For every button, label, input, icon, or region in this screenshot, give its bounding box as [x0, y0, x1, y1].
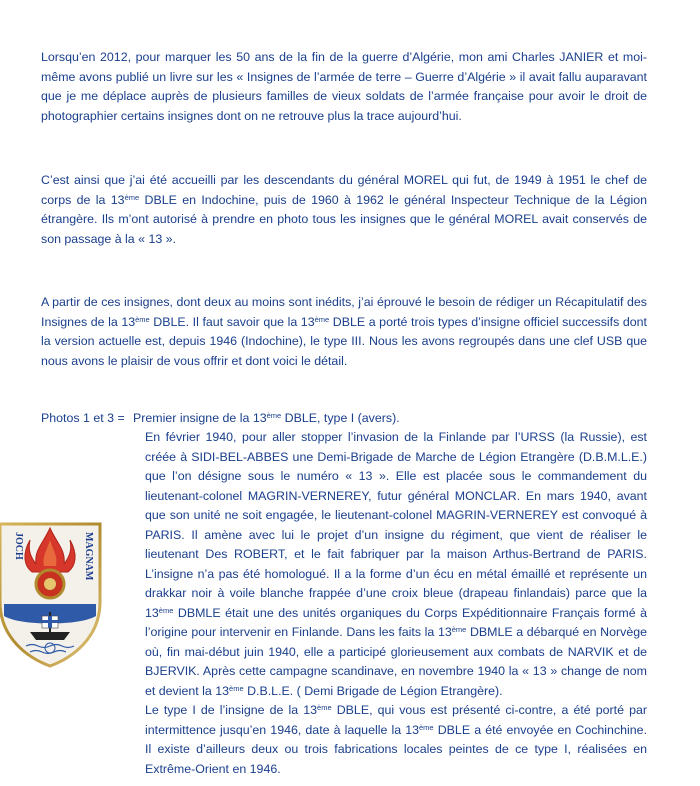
right-letters [83, 532, 94, 581]
ordinal-sup: ème [451, 625, 467, 634]
insignia-right-text: MAGNAM [83, 532, 94, 581]
text-run: DBLE en Indochine, puis de 1960 à 1962 le général Inspecteur Technique de la Légion étrangère. Ils m’ont autorisé à prendre en photo tous les insignes que le général MOREL avait conservés de son passage à la « 13 ». [41, 192, 647, 246]
ordinal-sup: ème [135, 314, 150, 324]
text-run: Premier insigne de la 13 [133, 411, 267, 425]
recap-paragraph [41, 293, 647, 371]
text-run: DBLE. Il faut savoir que la 13 [149, 314, 315, 329]
ordinal-sup: ème [317, 703, 332, 712]
insignia-image [0, 520, 104, 670]
ordinal-sup: ème [419, 722, 434, 732]
text-run: DBLE, type I (avers). [281, 411, 400, 425]
text-run: Le type I de l’insigne de la 13 [145, 703, 318, 717]
ordinal-sup: ème [124, 192, 140, 202]
text-run: DBLE a été envoyée en Cochinchine. Il existe d’ailleurs deux ou trois fabrications locales peintes de ce type I, réalisées en Extrême-Orient en 1946. [145, 722, 648, 776]
ordinal-sup: ème [314, 314, 330, 324]
ordinal-sup: ème [266, 411, 282, 420]
text-run: En février 1940, pour aller stopper l’invasion de la Finlande par l’URSS (la Russie), est créée à SIDI-BEL-ABBES une Demi-Brigade de Marche de Légion Etrangère (D.B.M.L.E.) que l’on désigne sous le numéro « 13 ». Elle est placée sous le commandement du lieutenant-colonel MAGRIN-VERNEREY, futur général MONCLAR. En mars 1940, avant que son unité ne soit engagée, le lieutenant-colonel MAGRIN-VERNEREY est convoqué à PARIS. Il amène avec lui le projet d’un insigne du régiment, que vient de réaliser le lieutenant Des ROBERT, et le fait fabriquer par la maison Arthus-Bertrand de PARIS. L’insigne n’a pas été homologué. Il a la forme d’un écu en métal émaillé et représente un drakkar noir à voile blanche frappée d’une croix bleue (drapeau finlandais) parce que la 13 [145, 430, 647, 620]
ordinal-sup: ème [158, 605, 174, 615]
photo-heading-line [41, 409, 661, 429]
text-run: C’est ainsi que j’ai été accueilli par les descendants du général MOREL qui fut, de 1949 à 1951 le chef de corps de la 13 [41, 173, 647, 207]
text-run: A partir de ces insignes, dont deux au moins sont inédits, j’ai éprouvé le besoin de rédiger un Récapitulatif des Insignes de la 13 [41, 295, 647, 329]
text-run: DBLE a porté trois types d’insigne officiel successifs dont la version actuelle est, depuis 1946 (Indochine), le type III. Nous les avons regroupés dans une clef USB que nous avons le plaisir de vous offrir et dont voici le détail. [41, 314, 648, 368]
text-run: DBMLE était une des unités organiques du Corps Expéditionnaire Français formé à l’origine pour intervenir en Finlande. Dans les faits la 13 [145, 605, 647, 639]
photo-description [145, 428, 647, 779]
ordinal-sup: ème [229, 683, 244, 693]
morel-paragraph [41, 171, 647, 249]
text-run: DBMLE a débarqué en Norvège où, fin mai-début juin 1940, elle a participé glorieusement aux combats de NARVIK et de BJERVIK. Après cette campagne scandinave, en novembre 1940 la « 13 » change de nom et devient la 13 [145, 625, 647, 698]
text-run: DBLE, qui vous est présenté ci-contre, a été porté par intermittence jusqu’en 1946, date à laquelle la 13 [145, 703, 647, 737]
intro-paragraph: Lorsqu’en 2012, pour marquer les 50 ans de la fin de la guerre d’Algérie, mon ami Charles JANIER et moi-même avons publié un livre sur les « Insignes de l’armée de terre – Guerre d’Algérie » il avait fallu auparavant que je me déplace auprès de plusieurs familles de vieux soldats de l’armée française pour avoir le droit de photographier certains insignes dont on ne retrouve plus la trace aujourd’hui. [41, 50, 647, 123]
photo-heading [133, 411, 400, 425]
photo-label: Photos 1 et 3 = [41, 411, 125, 425]
text-run: D.B.L.E. ( Demi Brigade de Légion Etrangère). [243, 683, 503, 698]
left-letters [13, 532, 24, 560]
insignia-left-text: JOCH [13, 532, 24, 560]
